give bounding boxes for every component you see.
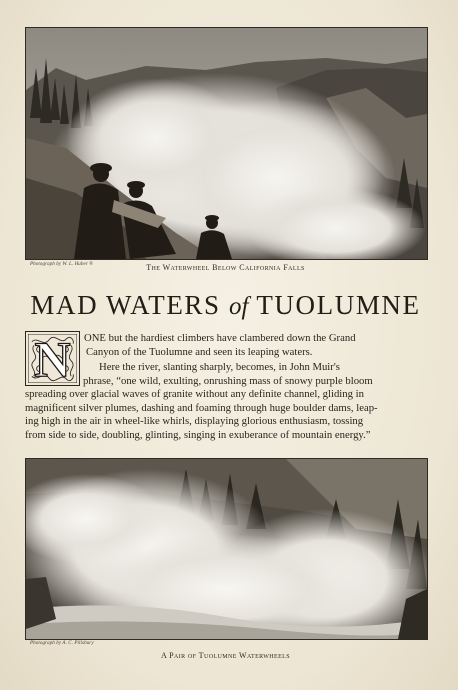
text-line: ONE but the hardiest climbers have clambered down the Grand: [84, 332, 356, 344]
text-line: phrase, “one wild, exulting, onrushing mass of snowy purple bloom: [83, 374, 373, 387]
photo-caption: A Pair of Tuolumne Waterwheels: [161, 651, 290, 660]
drop-cap-letter: N: [34, 330, 71, 387]
text-line: magnificent silver plumes, dashing and foaming through huge boulder dams, leap-: [25, 401, 378, 414]
photo-credit: Photograph by A. C. Pillsbury: [30, 641, 94, 646]
text-line: Canyon of the Tuolumne and seen its leaping waters.: [86, 345, 313, 358]
title-part-1: MAD WATERS: [30, 290, 221, 320]
text-line: spreading over glacial waves of granite without any definite channel, gliding in: [25, 388, 364, 401]
photo-caption: The Waterwheel Below California Falls: [146, 263, 305, 272]
article-title: [25, 292, 426, 319]
text-line: ing high in the air in wheel-like whirls, displaying glorious enthusiasm, tossing: [25, 415, 364, 428]
quote-paragraph: [25, 361, 426, 443]
photo-credit: Photograph by W. L. Huber ®: [30, 262, 94, 267]
waterwheels-photograph: [25, 458, 428, 640]
title-part-2: TUOLUMNE: [256, 290, 421, 320]
text-line: from side to side, doubling, glinting, singing in exuberance of mountain energy.”: [25, 428, 371, 441]
intro-paragraph: [84, 332, 426, 359]
text-line: Here the river, slanting sharply, becomes, in John Muir's: [99, 361, 340, 373]
title-of: of: [229, 293, 249, 320]
waterwheel-photograph: [25, 27, 428, 260]
